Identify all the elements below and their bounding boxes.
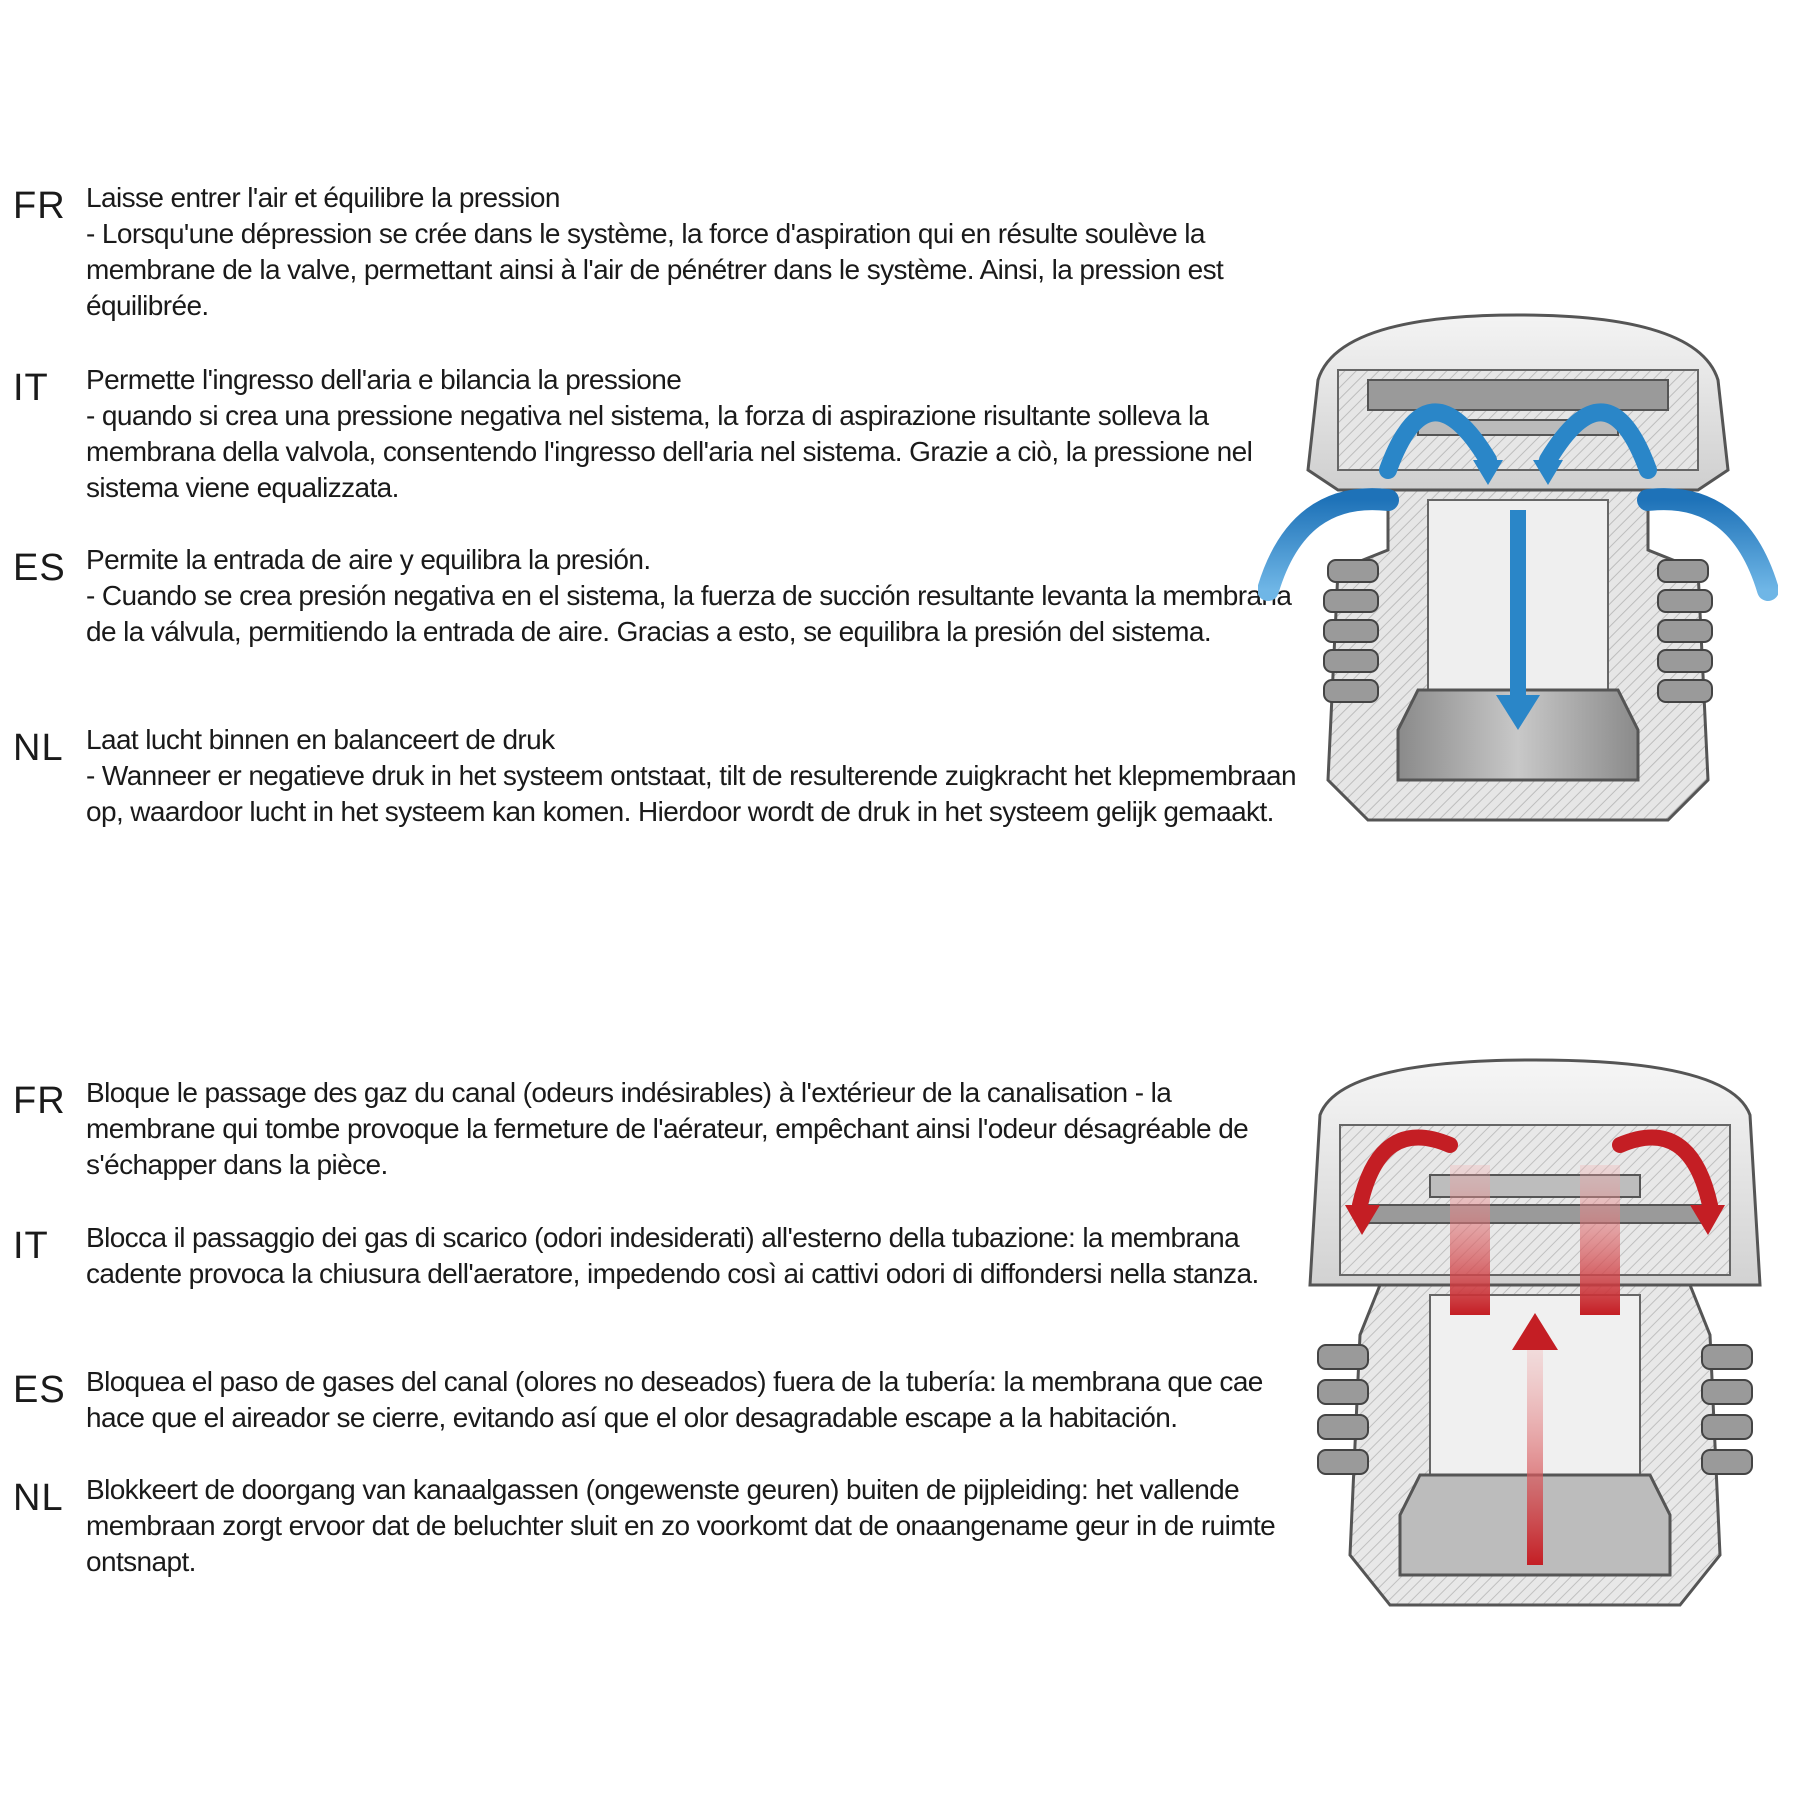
entry-title: Laisse entrer l'air et équilibre la pression bbox=[86, 182, 560, 213]
entry-description: Blokkeert de doorgang van kanaalgassen (ongewenste geuren) buiten de pijpleiding: het vallende membraan zorgt ervoor dat de beluchter sluit en zo voorkomt dat de onaangename geur in de ruimte ontsnapt. bbox=[86, 1474, 1276, 1577]
entry-text bbox=[86, 362, 1301, 506]
entry-title: Permite la entrada de aire y equilibra la presión. bbox=[86, 544, 651, 575]
entry-text bbox=[86, 1075, 1301, 1183]
entry-description: Blocca il passaggio dei gas di scarico (odori indesiderati) all'esterno della tubazione: la membrana cadente provoca la chiusura dell'aeratore, impedendo così ai cattivi odori di diffondersi nella stanza. bbox=[86, 1222, 1259, 1289]
entry-title: Laat lucht binnen en balanceert de druk bbox=[86, 724, 555, 755]
language-code: NL bbox=[13, 1477, 64, 1519]
language-code: IT bbox=[13, 367, 49, 409]
entry-description: - quando si crea una pressione negativa nel sistema, la forza di aspirazione risultante solleva la membrana della valvola, consentendo l'ingresso dell'aria nel sistema. Grazie a ciò, la pressione nel sistema viene equalizzata. bbox=[86, 400, 1253, 503]
entry-text bbox=[86, 722, 1301, 830]
entry-text bbox=[86, 180, 1301, 324]
entry-description: - Wanneer er negatieve druk in het systeem ontstaat, tilt de resulterende zuigkracht het klepmembraan op, waardoor lucht in het systeem kan komen. Hierdoor wordt de druk in het systeem gelijk gemaakt. bbox=[86, 760, 1296, 827]
valve-cross-section-odor-blocked-icon bbox=[1300, 1055, 1770, 1615]
valve-cross-section-airflow-in-icon bbox=[1258, 310, 1778, 830]
language-code: ES bbox=[13, 547, 66, 589]
entry-description: - Lorsqu'une dépression se crée dans le système, la force d'aspiration qui en résulte soulève la membrane de la valve, permettant ainsi à l'air de pénétrer dans le système. Ainsi, la pression est équilibrée. bbox=[86, 218, 1224, 321]
entry-description: Bloque le passage des gaz du canal (odeurs indésirables) à l'extérieur de la canalisation - la membrane qui tombe provoque la fermeture de l'aérateur, empêchant ainsi l'odeur désagréable de s'échapper dans la pièce. bbox=[86, 1077, 1249, 1180]
entry-description: - Cuando se crea presión negativa en el sistema, la fuerza de succión resultante levanta la membrana de la válvula, permitiendo la entrada de aire. Gracias a esto, se equilibra la presión del sistema. bbox=[86, 580, 1292, 647]
entry-text bbox=[86, 1364, 1301, 1436]
language-code: FR bbox=[13, 1080, 66, 1122]
language-code: NL bbox=[13, 727, 64, 769]
entry-text bbox=[86, 1220, 1301, 1292]
entry-text bbox=[86, 542, 1301, 650]
entry-description: Bloquea el paso de gases del canal (olores no deseados) fuera de la tubería: la membrana que cae hace que el aireador se cierre, evitando así que el olor desagradable escape a la habitación. bbox=[86, 1366, 1263, 1433]
language-code: IT bbox=[13, 1225, 49, 1267]
entry-text bbox=[86, 1472, 1301, 1580]
entry-title: Permette l'ingresso dell'aria e bilancia la pressione bbox=[86, 364, 682, 395]
language-code: ES bbox=[13, 1369, 66, 1411]
language-code: FR bbox=[13, 185, 66, 227]
